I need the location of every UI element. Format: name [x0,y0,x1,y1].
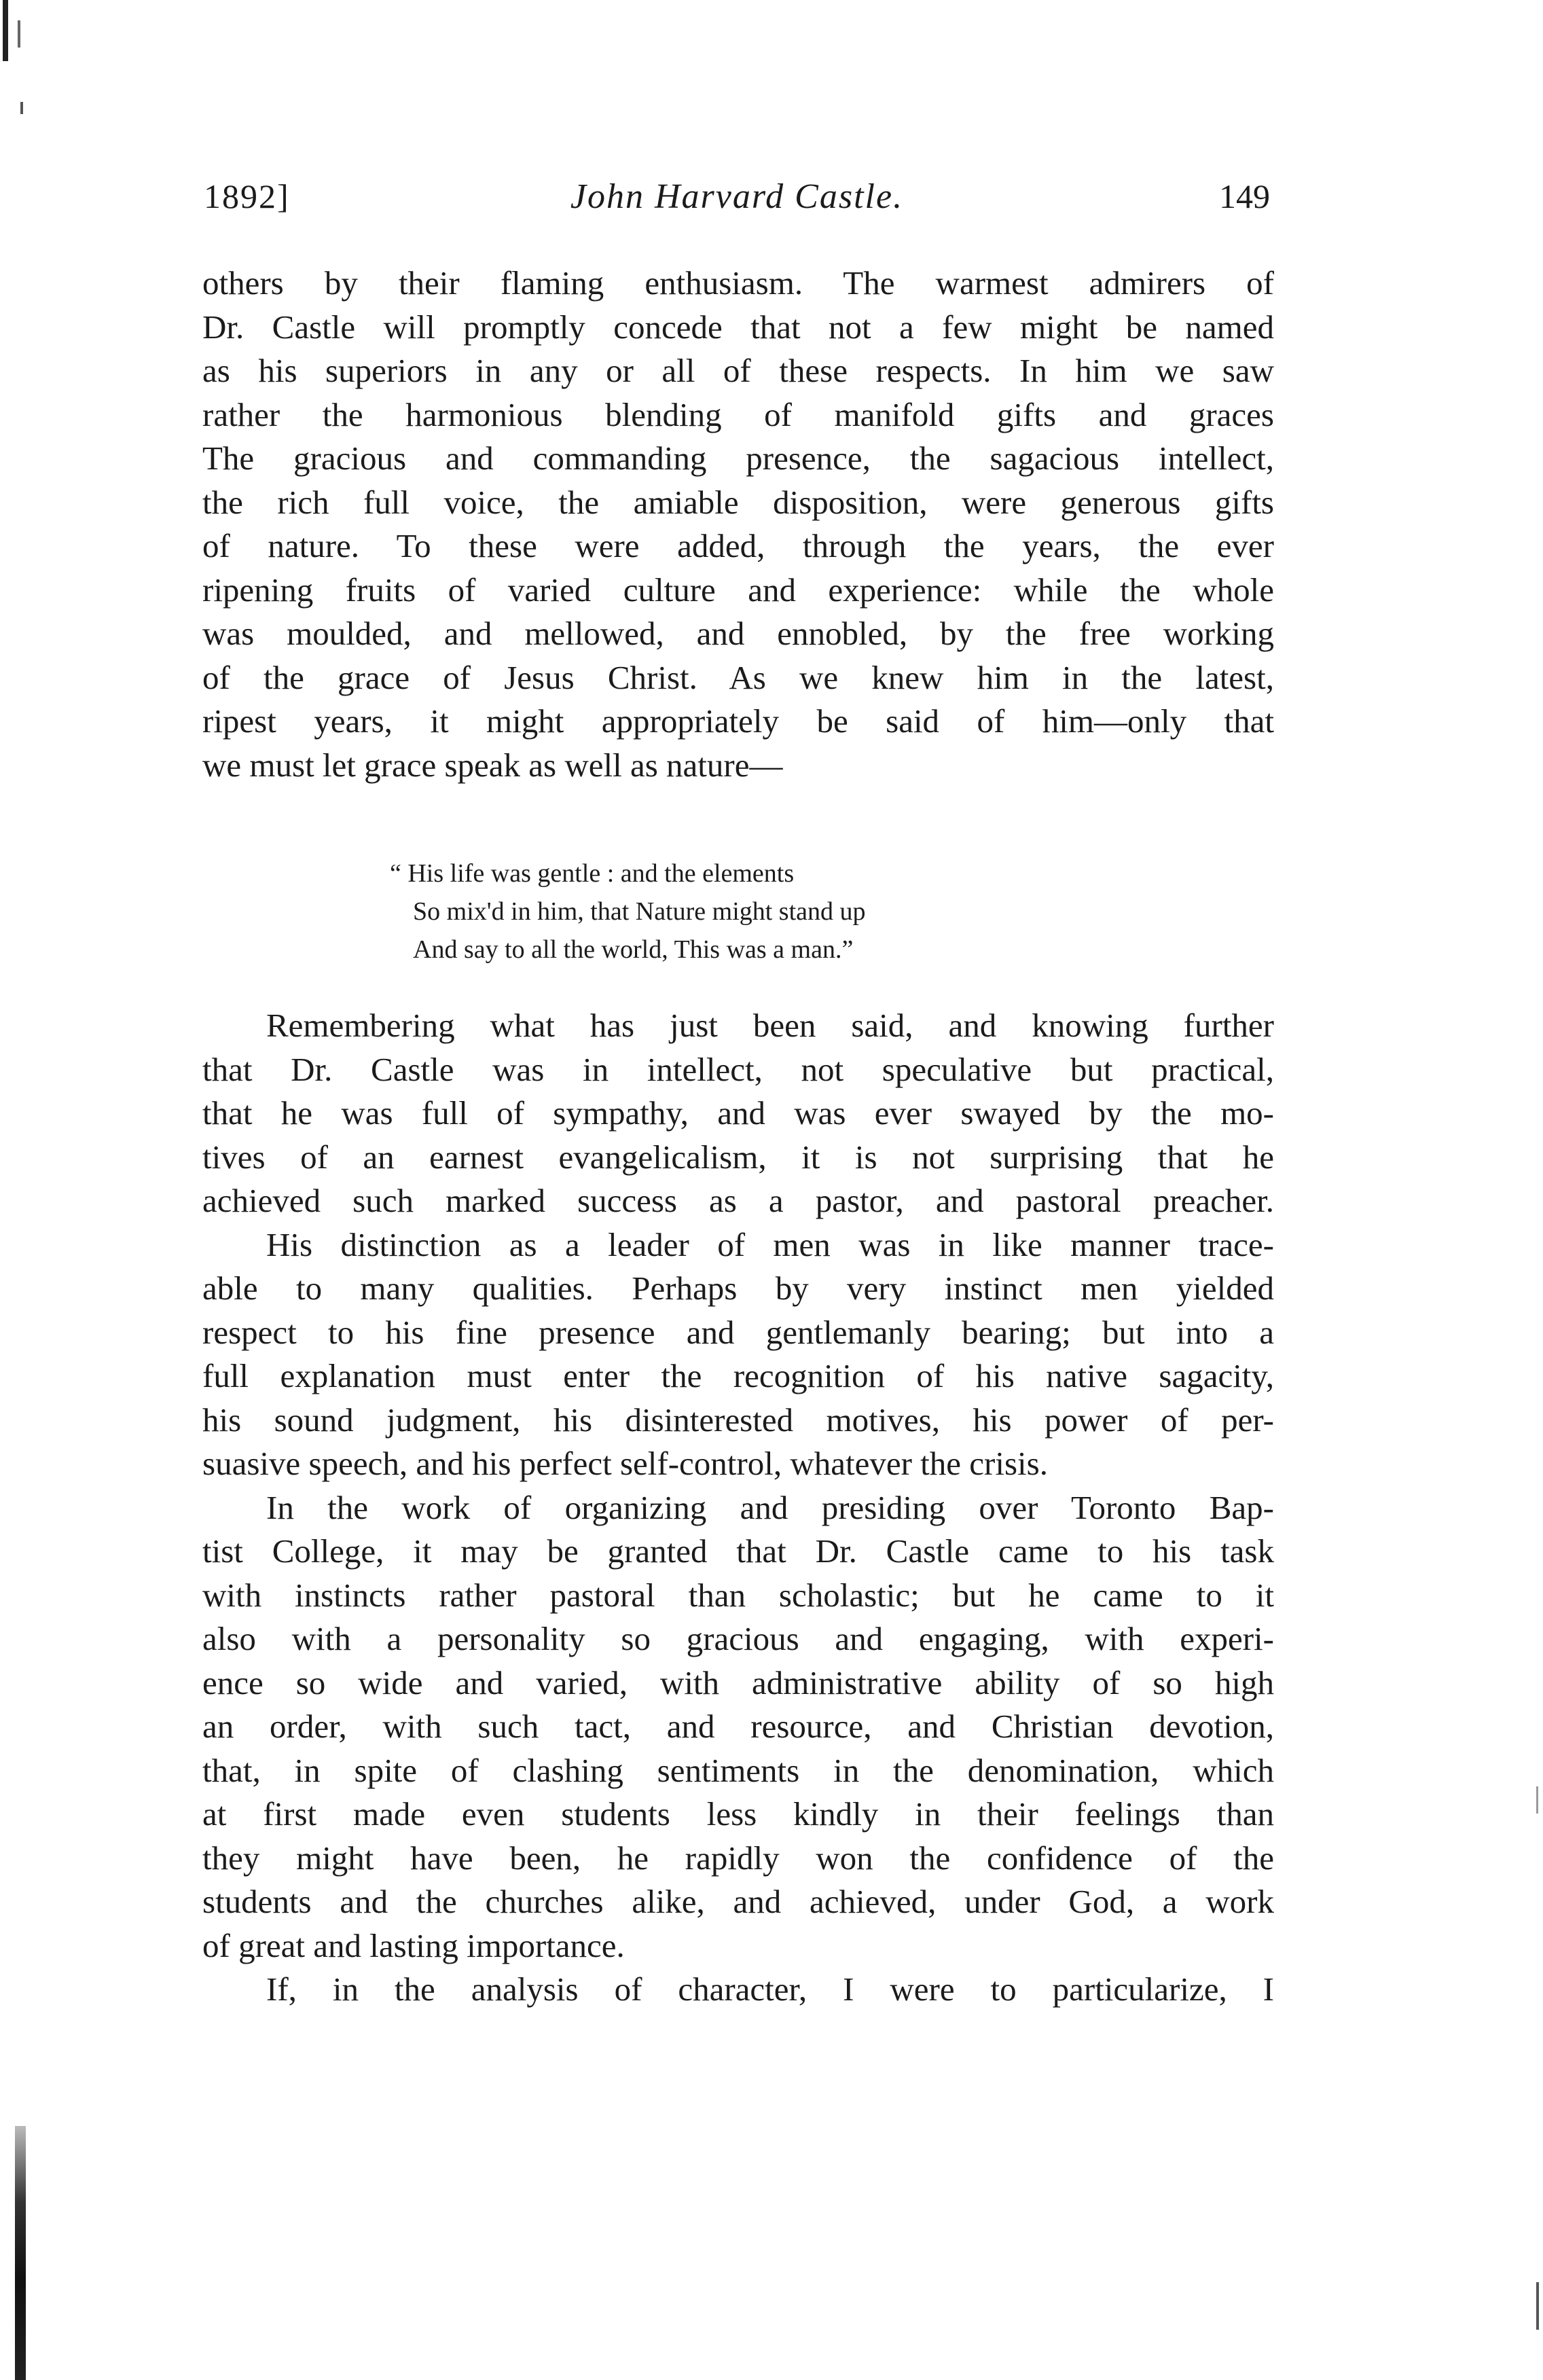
text-line: of nature. To these were added, through the years, the ever [202,527,1274,564]
text-line: In the work of organizing and presiding over Toronto Bap- [266,1488,1274,1526]
text-line: suasive speech, and his perfect self-control, whatever the crisis. [202,1445,1048,1482]
page-number: 149 [1219,177,1270,215]
text-line: of great and lasting importance. [202,1926,625,1964]
body-text-bottom [202,1004,1274,2012]
scan-binding-shadow [15,2126,26,2380]
text-line: Dr. Castle will promptly concede that not a few might be named [202,308,1274,346]
header-year: 1892] [204,177,290,215]
text-line: Remembering what has just been said, and knowing further [266,1007,1274,1044]
text-line: students and the churches alike, and achieved, under God, a work [202,1883,1274,1920]
text-line: we must let grace speak as well as nature— [202,746,783,784]
header-title: John Harvard Castle. [570,177,904,216]
text-line: full explanation must enter the recognition of his native sagacity, [202,1357,1274,1394]
text-line: his sound judgment, his disinterested motives, his power of per- [202,1401,1274,1439]
body-text-top [202,262,1274,787]
text-line: that, in spite of clashing sentiments in the denomination, which [202,1751,1274,1789]
text-line: The gracious and commanding presence, the sagacious intellect, [202,439,1274,477]
text-line: with instincts rather pastoral than scholastic; but he came to it [202,1576,1274,1614]
quote-line: And say to all the world, This was a man.” [413,935,854,964]
text-line: they might have been, he rapidly won the confidence of the [202,1839,1274,1877]
text-line: tist College, it may be granted that Dr. Castle came to his task [202,1532,1274,1570]
block-quotation [390,854,1110,969]
text-line: His distinction as a leader of men was in like manner trace- [266,1225,1274,1263]
text-line: rather the harmonious blending of manifold gifts and graces [202,395,1274,433]
paragraph [202,1004,1274,1223]
text-line: at first made even students less kindly in their feelings than [202,1795,1274,1833]
scan-edge-mark [18,20,20,48]
text-line: ence so wide and varied, with administrative ability of so high [202,1663,1274,1701]
text-line: was moulded, and mellowed, and ennobled, by the free working [202,615,1274,652]
paragraph [202,1223,1274,1486]
scan-speck [20,102,23,114]
text-line: If, in the analysis of character, I were to particularize, I [266,1970,1274,2008]
scan-speck [1536,1786,1538,1814]
text-line: as his superiors in any or all of these respects. In him we saw [202,352,1274,389]
paragraph [202,1968,1274,2012]
text-line: tives of an earnest evangelicalism, it is not surprising that he [202,1138,1274,1176]
text-line: ripening fruits of varied culture and experience: while the whole [202,571,1274,609]
text-line: others by their flaming enthusiasm. The warmest admirers of [202,264,1274,302]
text-line: able to many qualities. Perhaps by very instinct men yielded [202,1269,1274,1307]
text-line: that he was full of sympathy, and was ever swayed by the mo- [202,1094,1274,1132]
text-line: that Dr. Castle was in intellect, not speculative but practical, [202,1050,1274,1088]
text-line: an order, with such tact, and resource, and Christian devotion, [202,1708,1274,1745]
paragraph [202,1486,1274,1968]
text-line: ripest years, it might appropriately be said of him—only that [202,702,1274,740]
text-line: also with a personality so gracious and engaging, with experi- [202,1620,1274,1657]
scan-edge-mark [3,0,8,61]
paragraph-continued [202,262,1274,787]
text-line: respect to his fine presence and gentlemanly bearing; but into a [202,1313,1274,1351]
text-line: the rich full voice, the amiable disposition, were generous gifts [202,483,1274,521]
scan-edge-mark [1536,2282,1539,2330]
quote-line: “ His life was gentle : and the elements [390,859,795,888]
quote-line: So mix'd in him, that Nature might stand up [413,897,866,926]
running-header [204,177,1270,238]
text-line: of the grace of Jesus Christ. As we knew him in the latest, [202,658,1274,696]
text-line: achieved such marked success as a pastor, and pastoral preacher. [202,1182,1274,1219]
